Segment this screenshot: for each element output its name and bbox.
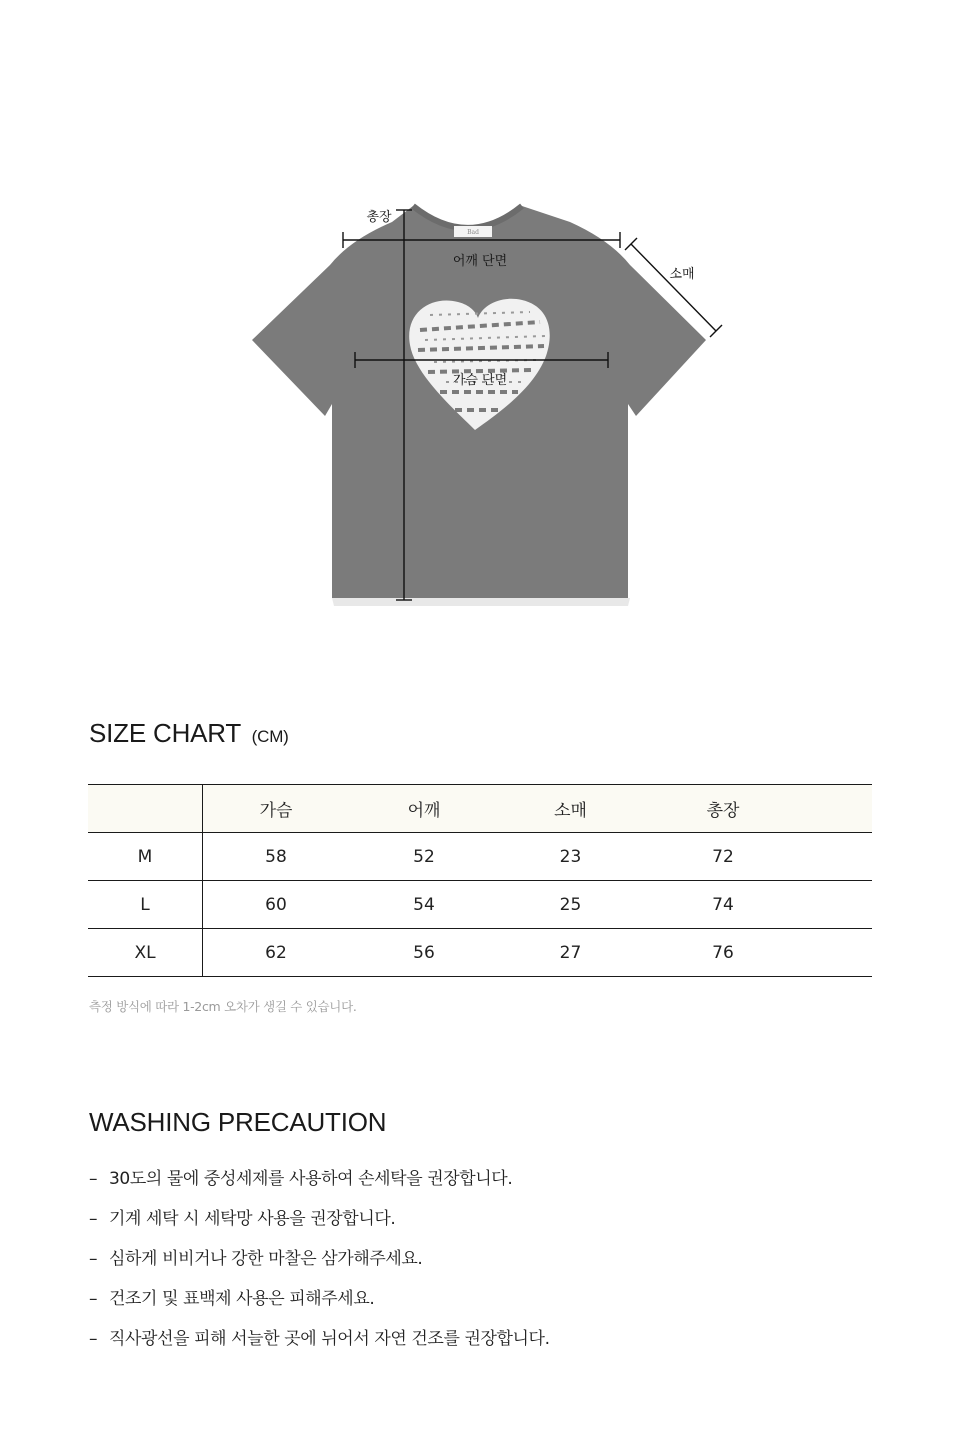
- table-header-row: [88, 785, 872, 833]
- spacer-cell: [804, 929, 872, 977]
- shoulder-cell: 56: [349, 929, 499, 977]
- dash-mark: –: [89, 1329, 98, 1349]
- shoulder-cell: 52: [349, 833, 499, 881]
- list-item: [89, 1285, 550, 1325]
- shoulder-cell: 54: [349, 881, 499, 929]
- header-spacer: [804, 785, 872, 833]
- list-item: [89, 1165, 550, 1205]
- header-total-length: 총장: [642, 785, 804, 833]
- list-item: [89, 1325, 550, 1365]
- washing-item-text: 건조기 및 표백제 사용은 피해주세요.: [109, 1289, 375, 1309]
- dash-mark: –: [89, 1289, 98, 1309]
- washing-list: [89, 1165, 550, 1365]
- size-chart-table: [88, 784, 872, 977]
- header-shoulder: 어깨: [349, 785, 499, 833]
- size-chart-unit: (CM): [251, 727, 289, 746]
- label-shoulder: 어깨 단면: [452, 254, 508, 269]
- washing-item-text: 30도의 물에 중성세제를 사용하여 손세탁을 권장합니다.: [109, 1169, 513, 1189]
- tshirt-illustration: [0, 0, 960, 660]
- chest-cell: 58: [203, 833, 350, 881]
- washing-item-text: 심하게 비비거나 강한 마찰은 삼가해주세요.: [109, 1249, 423, 1269]
- label-sleeve: 소매: [669, 267, 695, 282]
- tshirt-measurement-diagram: [0, 0, 960, 660]
- washing-item-text: 직사광선을 피해 서늘한 곳에 뉘어서 자연 건조를 권장합니다.: [109, 1329, 550, 1349]
- table-row: [88, 881, 872, 929]
- table-row: [88, 833, 872, 881]
- size-cell: XL: [88, 929, 203, 977]
- list-item: [89, 1205, 550, 1245]
- measurement-note: 측정 방식에 따라 1-2cm 오차가 생길 수 있습니다.: [89, 999, 357, 1014]
- spacer-cell: [804, 833, 872, 881]
- dash-mark: –: [89, 1209, 98, 1229]
- total-length-cell: 76: [642, 929, 804, 977]
- label-chest: 가슴 단면: [452, 373, 508, 388]
- dash-mark: –: [89, 1249, 98, 1269]
- washing-title: WASHING PRECAUTION: [89, 1107, 387, 1137]
- dash-mark: –: [89, 1169, 98, 1189]
- size-cell: M: [88, 833, 203, 881]
- sleeve-cell: 23: [499, 833, 642, 881]
- washing-item-text: 기계 세탁 시 세탁망 사용을 권장합니다.: [109, 1209, 396, 1229]
- brand-tag-text: Bad: [467, 229, 479, 236]
- size-cell: L: [88, 881, 203, 929]
- sleeve-cell: 25: [499, 881, 642, 929]
- size-chart-title: [89, 718, 289, 749]
- label-total-length: 총장: [366, 210, 392, 225]
- sleeve-cell: 27: [499, 929, 642, 977]
- header-chest: 가슴: [203, 785, 350, 833]
- spacer-cell: [804, 881, 872, 929]
- table-row: [88, 929, 872, 977]
- total-length-cell: 74: [642, 881, 804, 929]
- list-item: [89, 1245, 550, 1285]
- header-sleeve: 소매: [499, 785, 642, 833]
- size-chart-title-text: SIZE CHART: [89, 718, 241, 748]
- header-size: [88, 785, 203, 833]
- total-length-cell: 72: [642, 833, 804, 881]
- chest-cell: 60: [203, 881, 350, 929]
- chest-cell: 62: [203, 929, 350, 977]
